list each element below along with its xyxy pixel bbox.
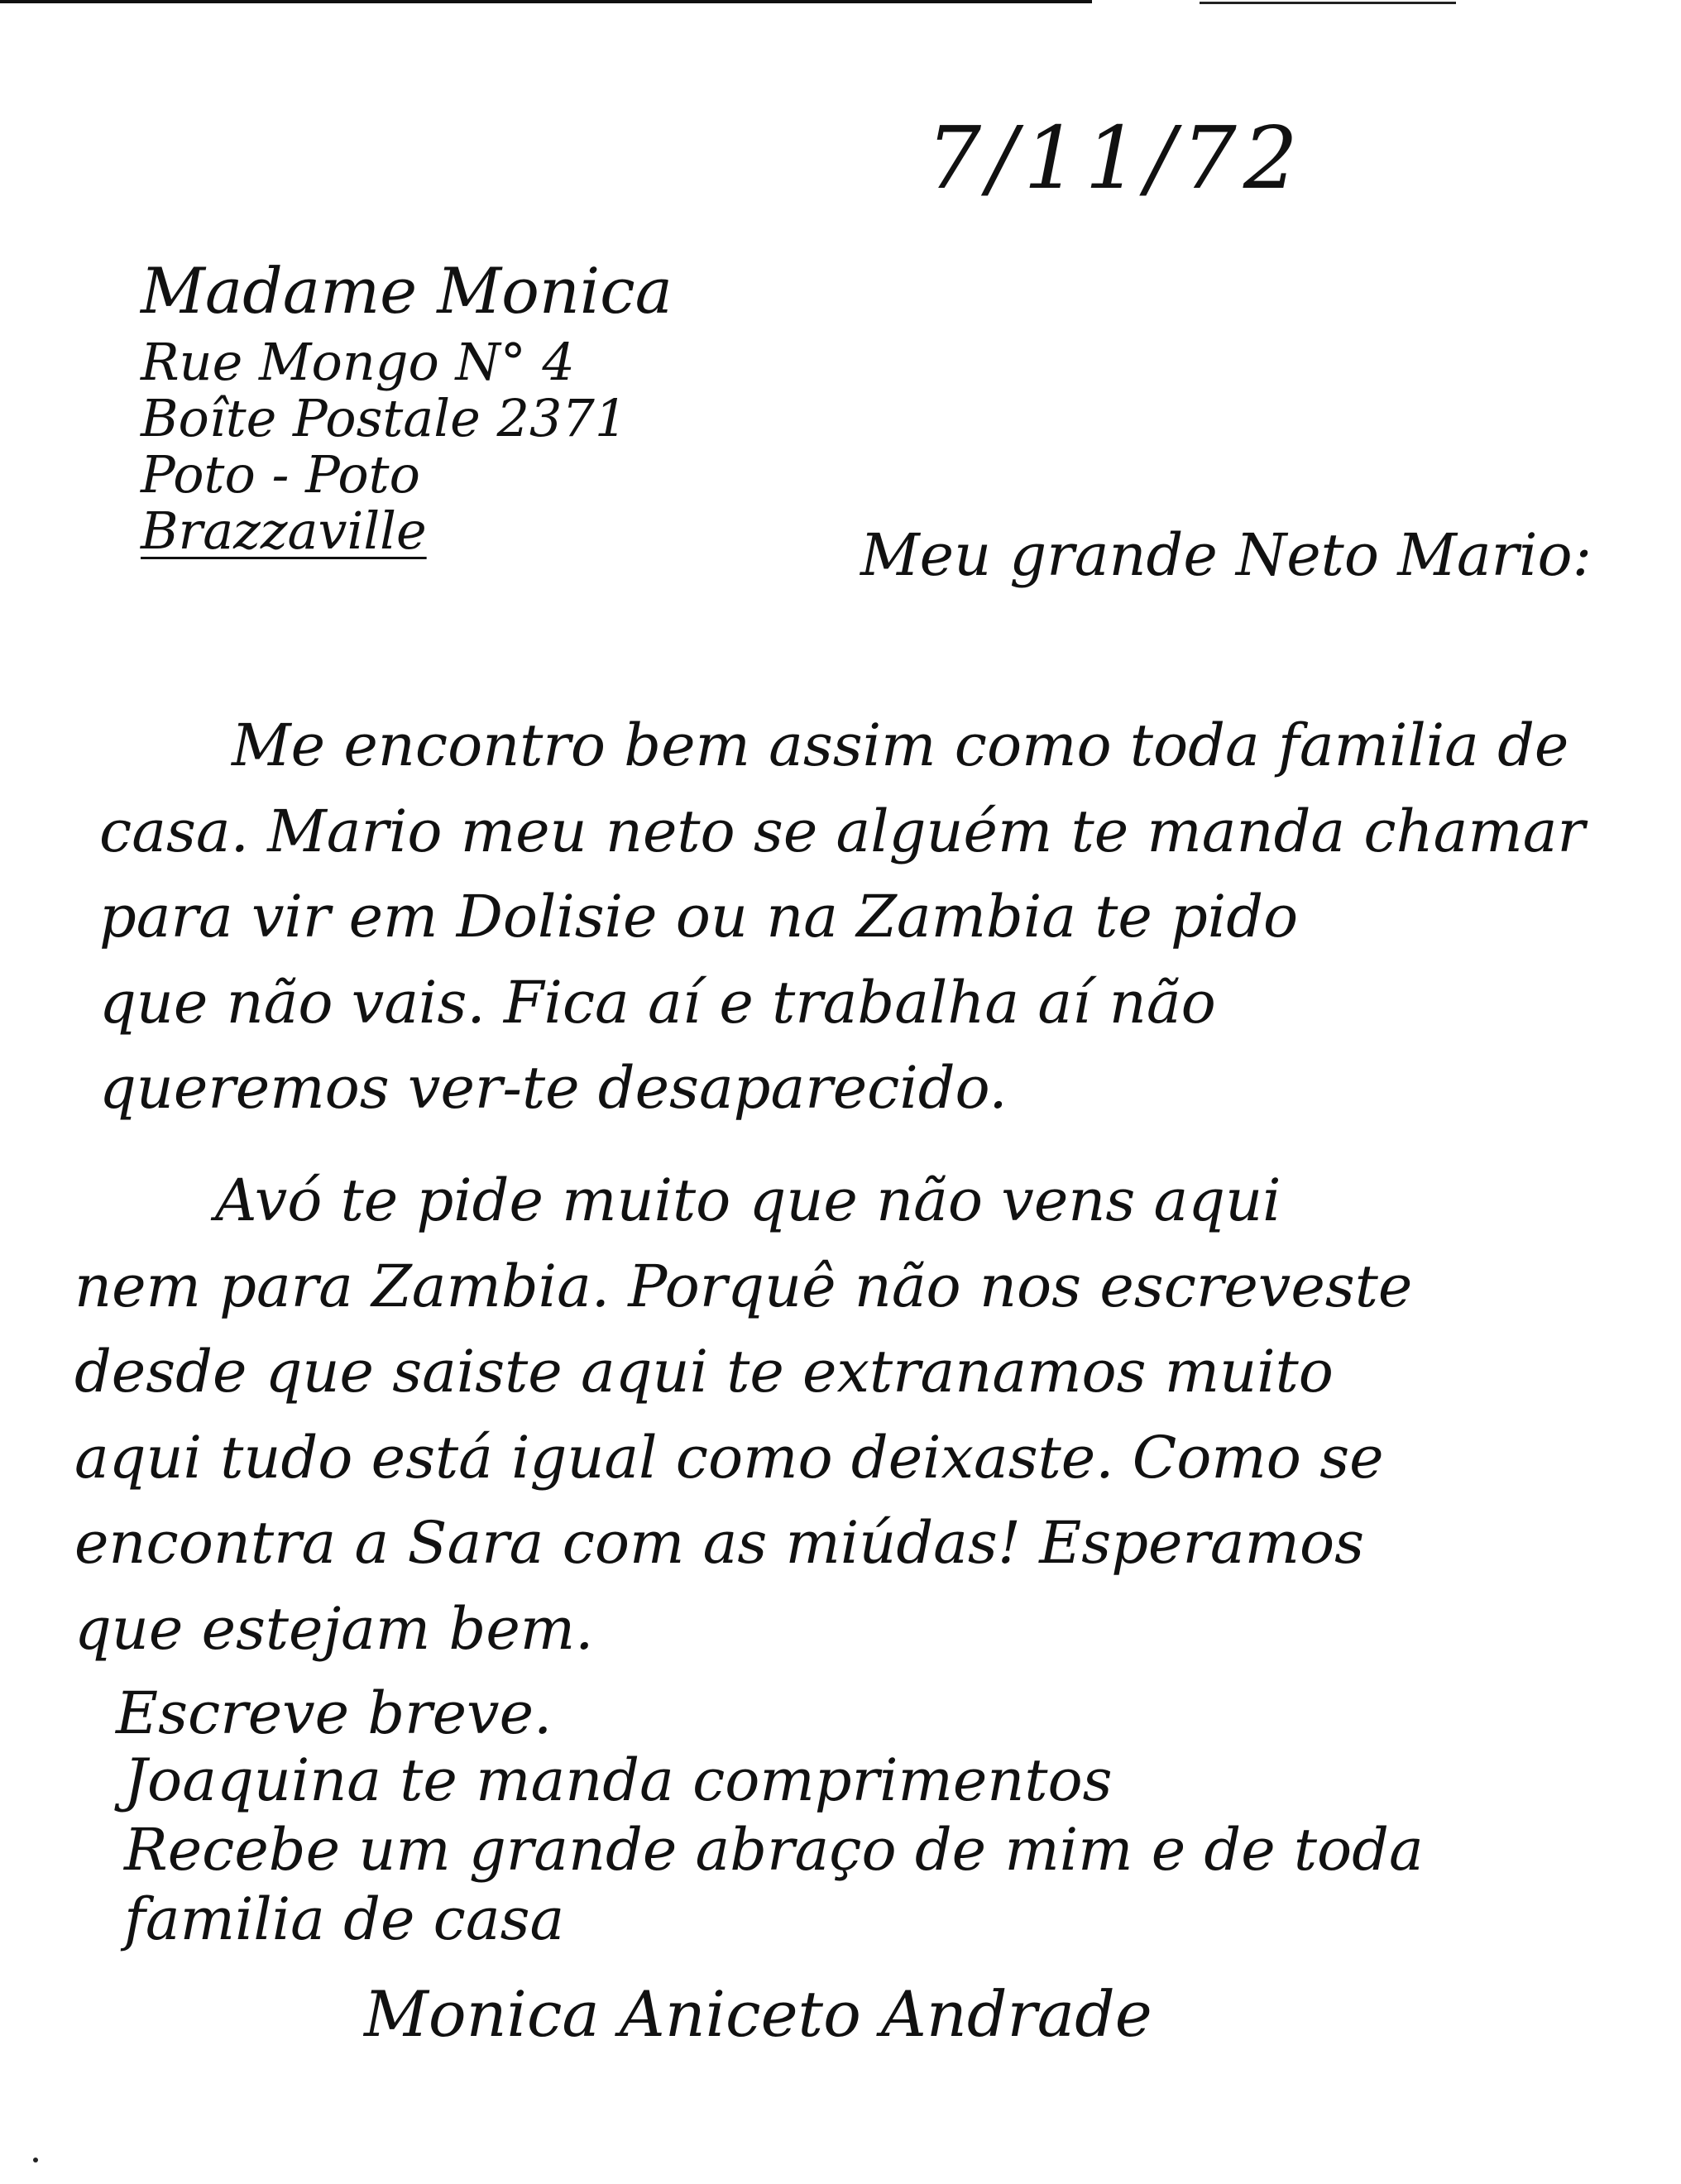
text-line: desde que saiste aqui te extranamos muito bbox=[74, 1338, 1334, 1406]
text-line: Avó te pide muito que não vens aqui bbox=[215, 1166, 1281, 1234]
address-line: Boîte Postale 2371 bbox=[141, 387, 628, 448]
signature: Monica Aniceto Andrade bbox=[364, 1977, 1152, 2051]
text-line: Recebe um grande abraço de mim e de toda bbox=[124, 1816, 1424, 1884]
address-line: Madame Monica bbox=[141, 254, 673, 328]
closing-line: Escreve breve. bbox=[116, 1679, 553, 1747]
scan-speck bbox=[33, 2158, 38, 2162]
text-line: casa. Mario meu neto se alguém te manda chamar bbox=[99, 797, 1585, 865]
letter-date: 7/11/72 bbox=[927, 108, 1305, 208]
text-line: familia de casa bbox=[124, 1885, 565, 1953]
greeting: Meu grande Neto Mario: bbox=[860, 521, 1592, 589]
paragraph bbox=[74, 1158, 1412, 1673]
closing-block bbox=[124, 1746, 1424, 1954]
text-line: aqui tudo está igual como deixaste. Como se bbox=[74, 1423, 1384, 1492]
text-line: que estejam bem. bbox=[74, 1594, 594, 1663]
text-line: encontra a Sara com as miúdas! Esperamos bbox=[74, 1509, 1365, 1578]
recipient-address bbox=[141, 254, 673, 562]
text-line: nem para Zambia. Porquê não nos escreveste bbox=[74, 1252, 1413, 1320]
address-line: Rue Mongo N° 4 bbox=[141, 331, 575, 392]
scan-edge-line bbox=[1200, 2, 1456, 4]
text-line: Me encontro bem assim como toda familia de bbox=[232, 711, 1569, 779]
scan-edge-line bbox=[0, 0, 1092, 3]
text-line: para vir em Dolisie ou na Zambia te pido bbox=[99, 883, 1299, 951]
text-line: queremos ver-te desaparecido. bbox=[99, 1054, 1008, 1123]
address-line: Poto - Poto bbox=[141, 443, 420, 505]
text-line: que não vais. Fica aí e trabalha aí não bbox=[99, 968, 1216, 1037]
address-line: Brazzaville bbox=[141, 500, 427, 562]
paragraph bbox=[99, 703, 1585, 1132]
text-line: Joaquina te manda comprimentos bbox=[124, 1746, 1113, 1814]
